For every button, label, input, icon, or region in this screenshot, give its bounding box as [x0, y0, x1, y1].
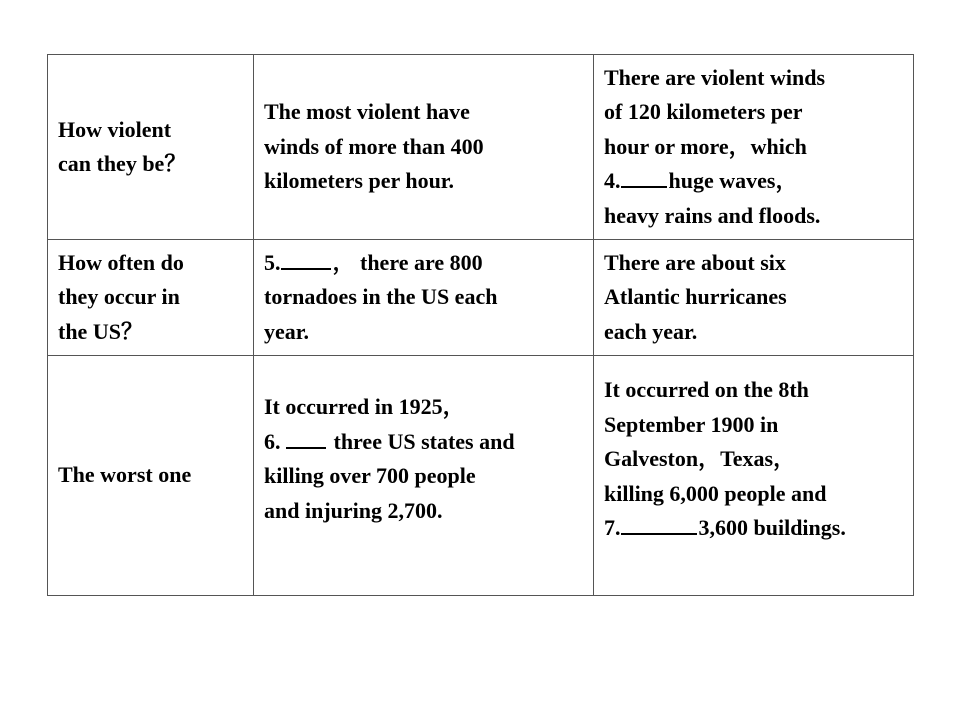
cell-text: There are violent winds: [604, 64, 826, 90]
cell-text: huge waves，: [668, 168, 798, 194]
question-cell: [48, 356, 254, 596]
blank-number: 4.: [604, 168, 621, 194]
cell-text: 3,600 buildings.: [698, 515, 846, 540]
cell-text: heavy rains and floods.: [604, 202, 821, 228]
table-row: [48, 55, 914, 240]
blank-number: 5.: [264, 249, 281, 275]
hurricane-cell: [594, 55, 914, 240]
cell-text: Atlantic hurricanes: [604, 284, 787, 310]
cell-text: The worst one: [58, 462, 192, 488]
fill-in-line: [264, 425, 585, 460]
comparison-table: [47, 54, 914, 596]
answer-blank[interactable]: [281, 248, 331, 270]
cell-text: killing over 700 people: [264, 463, 476, 488]
cell-text: September 1900 in: [604, 411, 779, 437]
cell-text: and injuring 2,700.: [264, 497, 443, 523]
table-row: [48, 240, 914, 356]
cell-text: kilometers per hour.: [264, 168, 455, 194]
cell-text: year.: [264, 318, 310, 344]
cell-text: they occur in: [58, 284, 180, 310]
cell-text: ， there are 800: [332, 249, 483, 275]
cell-text: There are about six: [604, 249, 786, 275]
blank-number: 6.: [264, 428, 286, 454]
question-cell: [48, 55, 254, 240]
cell-text: The most violent have: [264, 99, 470, 125]
cell-text: each year.: [604, 318, 698, 344]
tornado-cell: [254, 356, 594, 596]
hurricane-cell: [594, 240, 914, 356]
cell-text: hour or more，which: [604, 133, 807, 159]
cell-text: It occurred in 1925，: [264, 394, 465, 419]
answer-blank[interactable]: [286, 427, 326, 449]
cell-text: Galveston，Texas，: [604, 446, 796, 471]
cell-text: tornadoes in the US each: [264, 284, 498, 310]
cell-text: the US？: [58, 318, 143, 344]
hurricane-cell: [594, 356, 914, 596]
table-row: [48, 356, 914, 596]
fill-in-line: [604, 164, 905, 199]
blank-number: 7.: [604, 515, 621, 540]
question-cell: [48, 240, 254, 356]
answer-blank[interactable]: [621, 513, 697, 535]
cell-text: three US states and: [328, 428, 515, 454]
cell-text: can they be？: [58, 151, 187, 176]
cell-text: How often do: [58, 249, 184, 275]
tornado-cell: [254, 55, 594, 240]
cell-text: It occurred on the 8th: [604, 377, 809, 402]
fill-in-line: [604, 511, 905, 546]
fill-in-line: [264, 246, 585, 281]
cell-text: of 120 kilometers per: [604, 99, 803, 125]
answer-blank[interactable]: [621, 166, 667, 188]
cell-text: killing 6,000 people and: [604, 480, 827, 506]
cell-text: How violent: [58, 116, 172, 142]
cell-text: winds of more than 400: [264, 133, 484, 159]
tornado-cell: [254, 240, 594, 356]
